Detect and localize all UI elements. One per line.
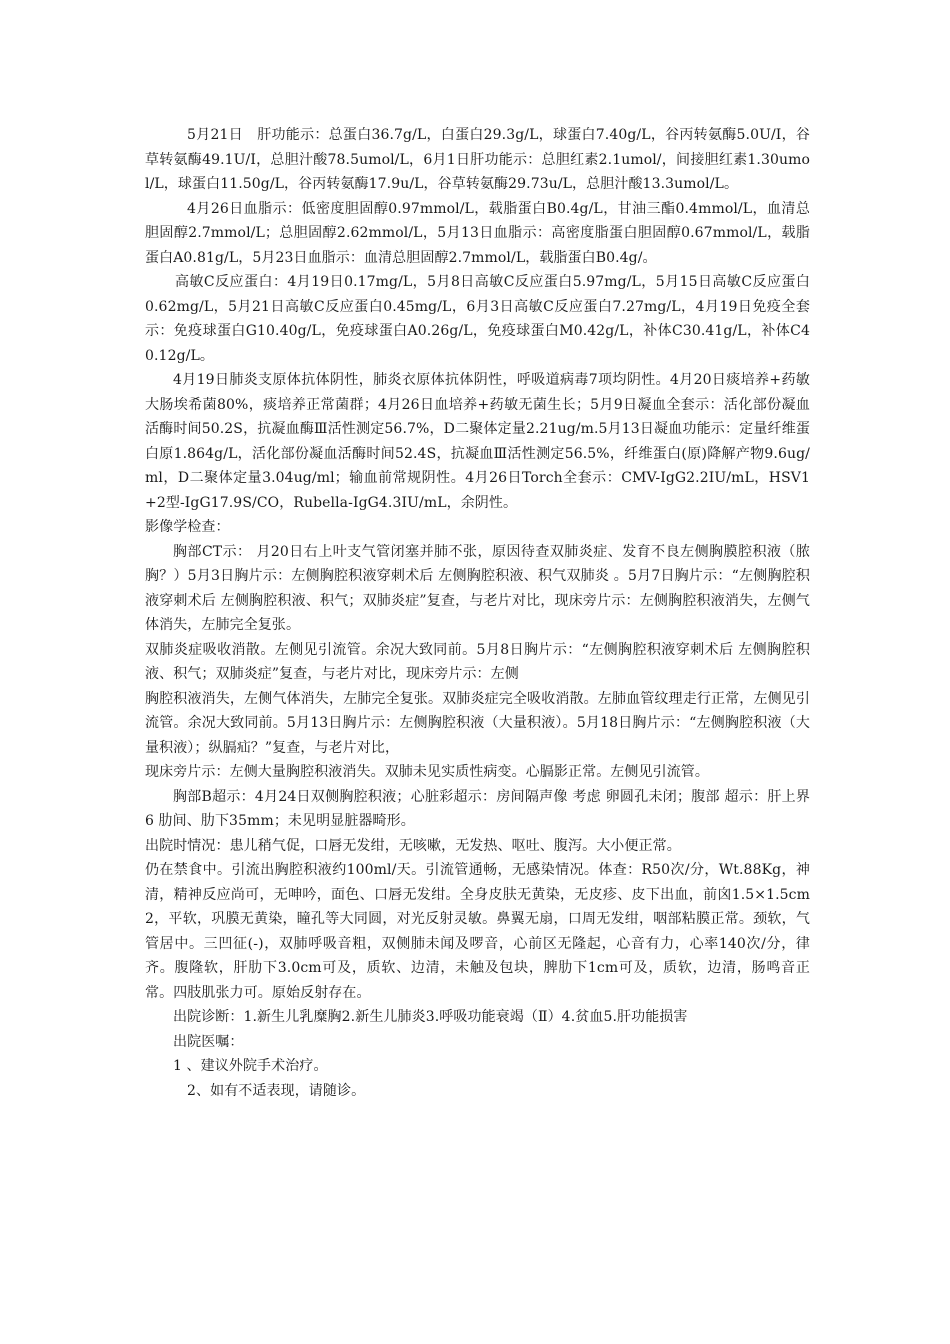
discharge-exam-paragraph: 仍在禁食中。引流出胸腔积液约100ml/天。引流管通畅，无感染情况。体查：R50次/分，Wt.88Kg，神清，精神反应尚可，无呻吟，面色、口唇无发绀。全身皮肤无黄染，无皮疹、皮下出血，前囟1.5×1.5cm2，平软，巩膜无黄染，瞳孔等大同圆，对光反射灵敏。鼻翼无扇，口周无发绀，咽部粘膜正常。颈软，气管居中。三凹征(-)，双肺呼吸音粗，双侧肺未闻及啰音，心前区无隆起，心音有力，心率140次/分，律齐。腹隆软，肝肋下3.0cm可及，质软、边清，未触及包块，脾肋下1cm可及，质软，边清，肠鸣音正常。四肢肌张力可。原始反射存在。	[145, 862, 810, 1001]
imaging-heading: 影像学检查：	[145, 519, 230, 535]
discharge-order-item: 2、如有不适表现，请随诊。	[187, 1082, 366, 1099]
discharge-order-item: 1 、建议外院手术治疗。	[173, 1058, 328, 1074]
document-page	[145, 123, 810, 1103]
infection-coagulation-paragraph: 4月19日肺炎支原体抗体阴性，肺炎衣原体抗体阴性，呼吸道病毒7项均阴性。4月20日痰培养+药敏大肠埃希菌80%，痰培养正常菌群；4月26日血培养+药敏无菌生长；5月9日凝血全套示：活化部份凝血活酶时间50.2S，抗凝血酶Ⅲ活性测定56.7%，D二聚体定量2.21ug/m.5月13日凝血功能示：定量纤维蛋白原1.864g/L，活化部份凝血活酶时间52.4S，抗凝血Ⅲ活性测定56.5%，纤维蛋白(原)降解产物9.6ug/ml，D二聚体定量3.04ug/ml；输血前常规阴性。4月26日Torch全套示：CMV-IgG2.2IU/mL，HSV1+2型-IgG17.9S/CO，Rubella-IgG4.3IU/mL，余阴性。	[145, 372, 810, 511]
lipid-paragraph: 4月26日血脂示：低密度胆固醇0.97mmol/L，载脂蛋白B0.4g/L，甘油三酯0.4mmol/L，血清总胆固醇2.7mmol/L；总胆固醇2.62mmol/L，5月13日血脂示：高密度脂蛋白胆固醇0.67mmol/L，载脂蛋白A0.81g/L，5月23日血脂示：血清总胆固醇2.7mmol/L，载脂蛋白B0.4g/。	[145, 200, 810, 266]
ultrasound-paragraph: 胸部B超示：4月24日双侧胸腔积液；心脏彩超示：房间隔声像 考虑 卵圆孔未闭；腹部 超示：肝上界 6 肋间、肋下35mm；未见明显脏器畸形。	[145, 788, 810, 829]
discharge-orders-heading: 出院医嘱：	[173, 1033, 244, 1050]
chest-xray-paragraph-c: 现床旁片示：左侧大量胸腔积液消失。双肺未见实质性病变。心膈影正常。左侧见引流管。	[145, 764, 709, 780]
chest-xray-paragraph-b: 胸腔积液消失，左侧气体消失，左肺完全复张。双肺炎症完全吸收消散。左肺血管纹理走行正常，左侧见引流管。余况大致同前。5月13日胸片示：左侧胸腔积液（大量积液）。5月18日胸片示：“左侧胸腔积液（大量积液）；纵膈疝？”复查，与老片对比，	[145, 690, 810, 756]
discharge-status: 出院时情况：患儿稍气促，口唇无发绀，无咳嗽，无发热、呕吐、腹泻。大小便正常。	[145, 837, 681, 854]
crp-immune-paragraph: 高敏C反应蛋白：4月19日0.17mg/L，5月8日高敏C反应蛋白5.97mg/L，5月15日高敏C反应蛋白0.62mg/L，5月21日高敏C反应蛋白0.45mg/L，6月3日高敏C反应蛋白7.27mg/L，4月19日免疫全套示：免疫球蛋白G10.40g/L，免疫球蛋白A0.26g/L，免疫球蛋白M0.42g/L，补体C30.41g/L，补体C40.12g/L。	[145, 274, 810, 364]
chest-xray-paragraph-a: 双肺炎症吸收消散。左侧见引流管。余况大致同前。5月8日胸片示：“左侧胸腔积液穿刺术后 左侧胸腔积液、积气；双肺炎症”复查，与老片对比，现床旁片示：左侧	[145, 641, 810, 682]
chest-ct-paragraph: 胸部CT示： 月20日右上叶支气管闭塞并肺不张，原因待查双肺炎症、发育不良左侧胸膜腔积液（脓胸？）5月3日胸片示：左侧胸腔积液穿刺术后 左侧胸腔积液、积气双肺炎 。5月7日胸片示：“左侧胸腔积液穿刺术后 左侧胸腔积液、积气；双肺炎症”复查，与老片对比，现床旁片示：左侧胸腔积液消失，左侧气体消失，左肺完全复张。	[145, 543, 810, 633]
discharge-diagnosis: 出院诊断：1.新生儿乳糜胸2.新生儿肺炎3.呼吸功能衰竭（Ⅱ）4.贫血5.肝功能损害	[173, 1009, 688, 1025]
liver-function-paragraph: 5月21日 肝功能示：总蛋白36.7g/L，白蛋白29.3g/L，球蛋白7.40g/L，谷丙转氨酶5.0U/I，谷草转氨酶49.1U/I，总胆汁酸78.5umol/L，6月1日肝功能示：总胆红素2.1umol/，间接胆红素1.30umol/L，球蛋白11.50g/L，谷丙转氨酶17.9u/L，谷草转氨酶29.73u/L，总胆汁酸13.3umol/L。	[145, 127, 810, 192]
